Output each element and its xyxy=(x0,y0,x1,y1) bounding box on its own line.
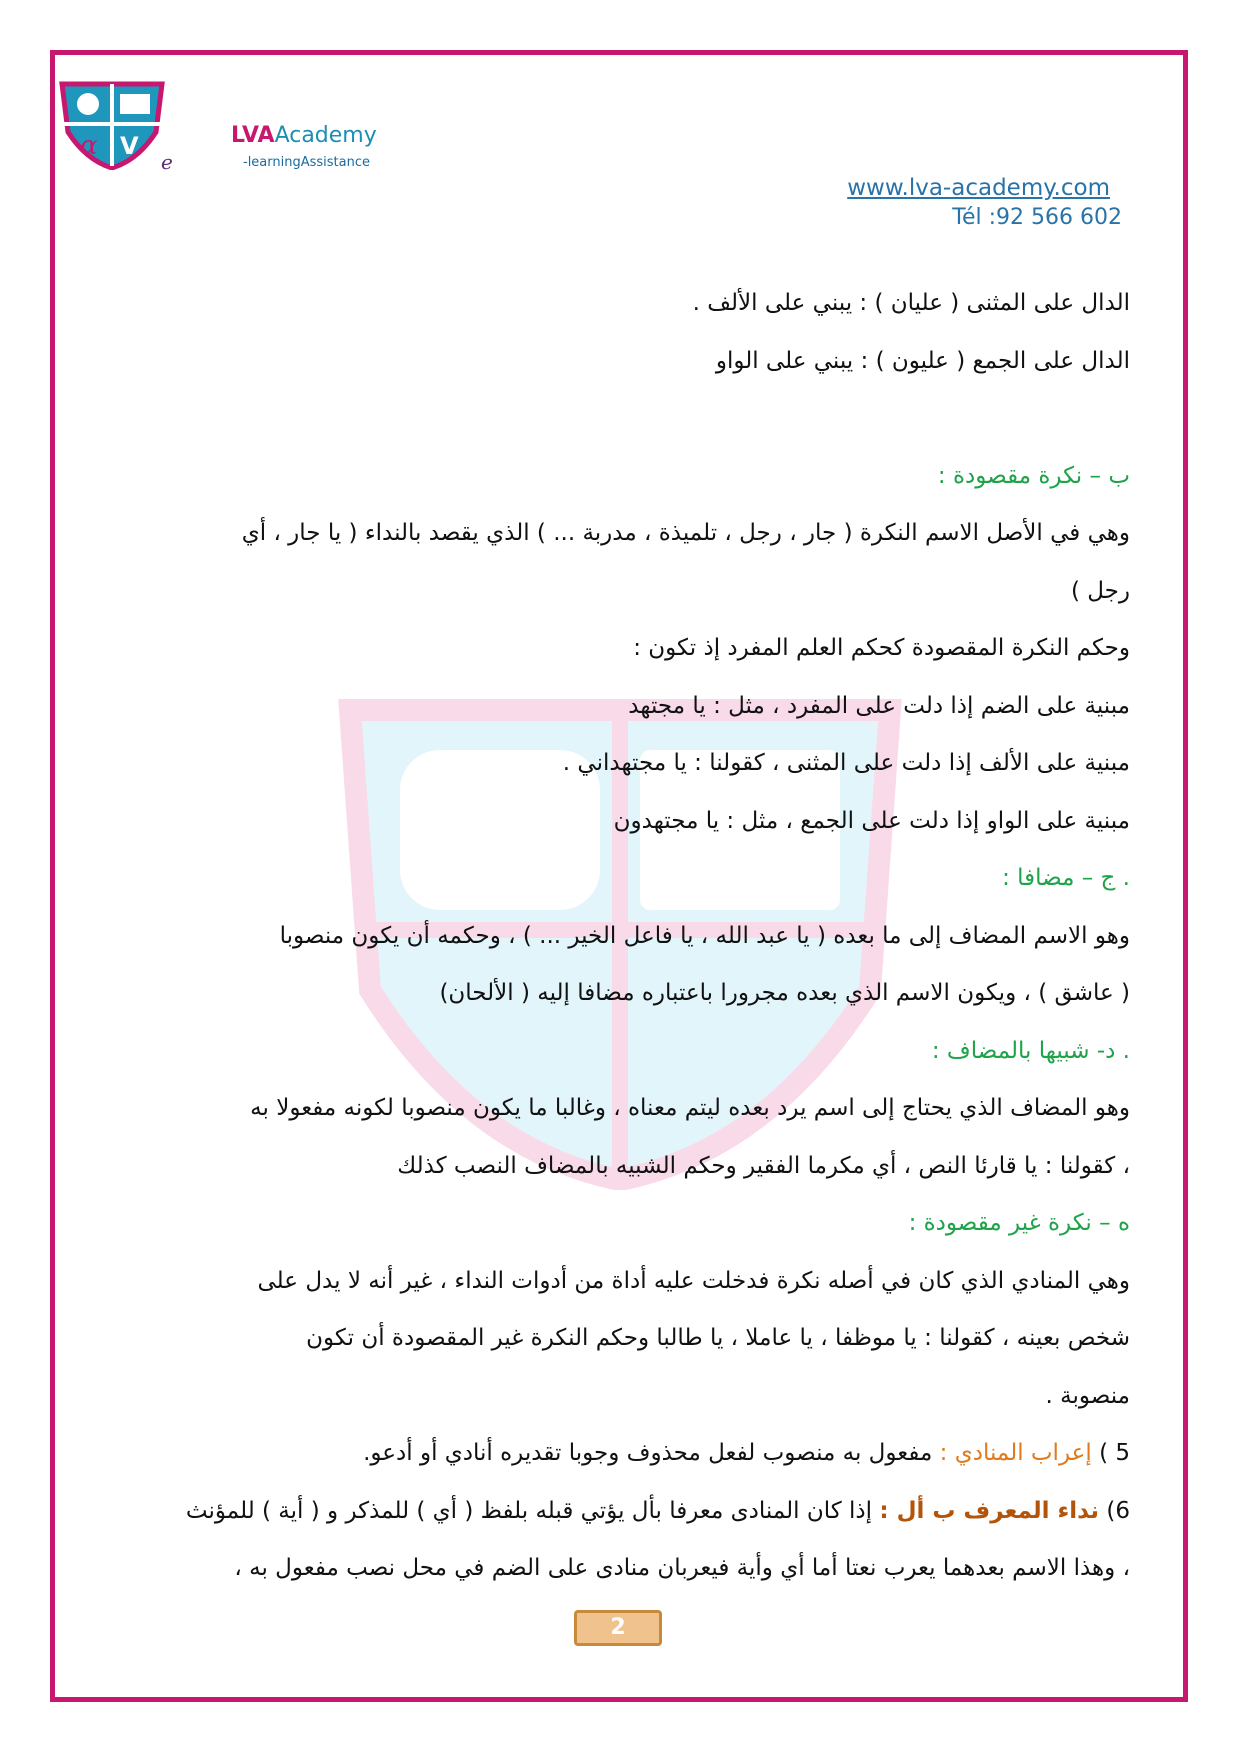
section-heading-b: ب – نكرة مقصودة : xyxy=(937,462,1130,489)
brand-academy: Academy xyxy=(274,123,377,148)
section-5-number: 5 ) xyxy=(1099,1440,1130,1466)
brand-subtitle: -learningAssistance xyxy=(243,155,370,170)
text-line: مبنية على الضم إذا دلت على المفرد ، مثل : يا مجتهد xyxy=(628,692,1130,719)
svg-text:V: V xyxy=(120,132,139,160)
section-6-text: إذا كان المنادى معرفا بأل يؤتي قبله بلفظ ( أي ) للمذكر و ( أية ) للمؤنث xyxy=(185,1497,873,1524)
text-line: مبنية على الواو إذا دلت على الجمع ، مثل : يا مجتهدون xyxy=(613,807,1130,834)
section-6-title: نداء المعرف ب أل : xyxy=(879,1497,1100,1524)
document-body xyxy=(118,275,1130,1598)
logo-e-letter: e xyxy=(161,150,173,174)
page-number: 2 xyxy=(574,1610,662,1646)
brand-lva: LVA xyxy=(231,123,275,148)
section-heading-d: . د- شبيها بالمضاف : xyxy=(931,1037,1130,1064)
section-5-text: مفعول به منصوب لفعل محذوف وجوبا تقديره أنادي أو أدعو. xyxy=(363,1440,933,1466)
text-line: وهو الاسم المضاف إلى ما بعده ( يا عبد الله ، يا فاعل الخير ... ) ، وحكمه أن يكون منصوبا xyxy=(279,922,1130,949)
text-line: منصوبة . xyxy=(1045,1382,1130,1409)
text-line: وهي في الأصل الاسم النكرة ( جار ، رجل ، تلميذة ، مدربة ... ) الذي يقصد بالنداء ( يا جار ، أي xyxy=(241,520,1130,546)
section-5 xyxy=(118,1425,1130,1483)
text-line: رجل ) xyxy=(1070,577,1130,604)
phone-number: Tél :92 566 602 xyxy=(952,205,1122,230)
section-5-title: إعراب المنادي : xyxy=(939,1440,1092,1466)
section-heading-h: ه – نكرة غير مقصودة : xyxy=(908,1210,1130,1236)
brand-name xyxy=(231,123,377,148)
text-line: ( عاشق ) ، ويكون الاسم الذي بعده مجرورا باعتباره مضافا إليه ( الألحان) xyxy=(439,980,1130,1006)
text-line: ، وهذا الاسم بعدهما يعرب نعتا أما أي وأية فيعربان منادى على الضم في محل نصب مفعول به ، xyxy=(234,1555,1130,1581)
text-line: مبنية على الألف إذا دلت على المثنى ، كقولنا : يا مجتهداني . xyxy=(562,750,1130,776)
text-line: وحكم النكرة المقصودة كحكم العلم المفرد إذ تكون : xyxy=(633,635,1130,661)
svg-text:α: α xyxy=(80,131,98,161)
text-line: وهي المنادي الذي كان في أصله نكرة فدخلت عليه أداة من أدوات النداء ، غير أنه لا يدل على xyxy=(257,1267,1130,1294)
website-link[interactable]: www.lva-academy.com xyxy=(847,175,1110,201)
text-line: الدال على الجمع ( عليون ) : يبني على الواو xyxy=(715,347,1130,374)
text-line: الدال على المثنى ( عليان ) : يبني على الألف . xyxy=(692,290,1130,316)
lva-shield-logo xyxy=(58,80,166,170)
text-line: ، كقولنا : يا قارئا النص ، أي مكرما الفقير وحكم الشبيه بالمضاف النصب كذلك xyxy=(397,1152,1130,1179)
text-line: وهو المضاف الذي يحتاج إلى اسم يرد بعده ليتم معناه ، وغالبا ما يكون منصوبا لكونه مفعولا به xyxy=(250,1095,1130,1121)
section-6 xyxy=(118,1483,1130,1541)
section-6-number: 6) xyxy=(1106,1497,1130,1524)
text-line: شخص بعينه ، كقولنا : يا موظفا ، يا عاملا ، يا طالبا وحكم النكرة غير المقصودة أن تكون xyxy=(306,1325,1130,1351)
section-heading-j: . ج – مضافا : xyxy=(1002,865,1130,891)
